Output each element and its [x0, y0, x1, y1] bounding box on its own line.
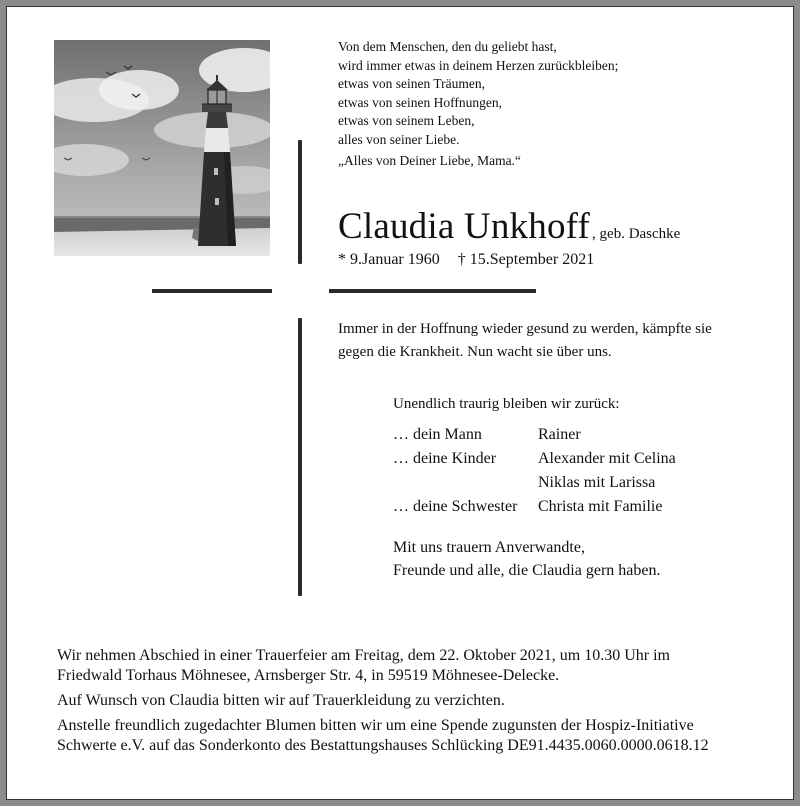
deceased-name-row [338, 205, 680, 248]
mourner-relation: … deine Schwester [393, 498, 518, 515]
poem-quote: „Alles von Deiner Liebe, Mama.“ [338, 153, 521, 168]
mourner-names: Rainer [538, 426, 581, 443]
hope-line: gegen die Krankheit. Nun wacht sie über uns. [338, 344, 612, 360]
mourner-relation: … dein Mann [393, 426, 482, 443]
death-date: † 15.September 2021 [457, 251, 595, 268]
also-mourning-line: Freunde und alle, die Claudia gern haben. [393, 562, 661, 579]
ceremony-info [57, 646, 777, 686]
poem-line: Von dem Menschen, den du geliebt hast, [338, 39, 557, 54]
birth-date: * 9.Januar 1960 [338, 251, 440, 268]
donation-info [57, 716, 777, 756]
dress-line: Auf Wunsch von Claudia bitten wir auf Trauerkleidung zu verzichten. [57, 692, 505, 709]
hope-line: Immer in der Hoffnung wieder gesund zu werden, kämpfte sie [338, 321, 712, 337]
ceremony-line: Wir nehmen Abschied in einer Trauerfeier am Freitag, dem 22. Oktober 2021, um 10.30 Uhr im [57, 647, 670, 664]
lighthouse-photo [54, 40, 270, 256]
donation-line: Schwerte e.V. auf das Sonderkonto des Bestattungshauses Schlücking DE91.4435.0060.0000.0618.12 [57, 737, 709, 754]
lighthouse-image [54, 40, 270, 256]
deceased-name: Claudia Unkhoff [338, 206, 591, 247]
mourner-relation: … deine Kinder [393, 450, 497, 467]
poem [338, 38, 618, 150]
poem-line: etwas von seinem Leben, [338, 113, 475, 129]
life-dates [338, 251, 594, 269]
hope-text [338, 318, 712, 364]
poem-line: etwas von seinen Träumen, [338, 76, 485, 92]
cross-vertical-upper [298, 140, 302, 264]
cross-horizontal-left [152, 289, 272, 293]
maiden-name: , geb. Daschke [592, 226, 681, 242]
cross-horizontal-right [329, 289, 536, 293]
mourning-intro: Unendlich traurig bleiben wir zurück: [393, 396, 620, 412]
cross-vertical-lower [298, 318, 302, 596]
poem-line: alles von seiner Liebe. [338, 131, 460, 147]
poem-line: etwas von seinen Hoffnungen, [338, 94, 502, 110]
also-mourning [393, 536, 660, 582]
dress-info [57, 691, 777, 711]
mourner-names: Christa mit Familie [538, 498, 663, 515]
funeral-notice [57, 646, 777, 761]
mourner-names: Alexander mit Celina [538, 450, 676, 467]
donation-line: Anstelle freundlich zugedachter Blumen bitten wir um eine Spende zugunsten der Hospiz-Initiative [57, 717, 694, 734]
poem-line: wird immer etwas in deinem Herzen zurückbleiben; [338, 57, 619, 73]
mourner-names: Niklas mit Larissa [538, 474, 656, 491]
ceremony-line: Friedwald Torhaus Möhnesee, Arnsberger Str. 4, in 59519 Möhnesee-Delecke. [57, 667, 560, 684]
also-mourning-line: Mit uns trauern Anverwandte, [393, 539, 585, 556]
